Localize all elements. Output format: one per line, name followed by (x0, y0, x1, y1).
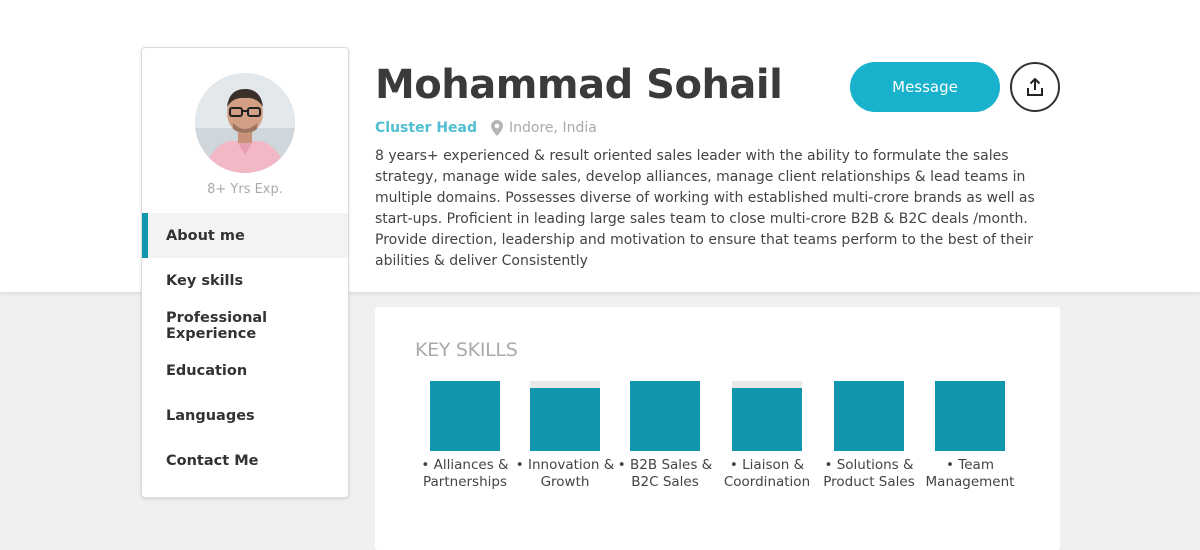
nav-item-education[interactable] (142, 348, 348, 393)
share-upload-icon (1025, 77, 1045, 97)
nav-item-languages[interactable] (142, 393, 348, 438)
skill-label: • Alliances & Partnerships (421, 457, 509, 490)
skill-level-fill (630, 381, 700, 451)
skill-item (818, 381, 920, 491)
profile-sidebar (141, 47, 349, 498)
profile-name: Mohammad Sohail (375, 62, 783, 108)
share-button[interactable] (1010, 62, 1060, 112)
skill-item (716, 381, 818, 491)
nav-item-contact-me[interactable] (142, 438, 348, 483)
skill-item (514, 381, 616, 491)
map-pin-icon (491, 120, 503, 136)
profile-nav (142, 213, 348, 483)
message-button[interactable]: Message (850, 62, 1000, 112)
nav-item-about-me[interactable] (142, 213, 348, 258)
nav-item-label: Key skills (166, 272, 244, 289)
nav-item-label: Professional Experience (166, 309, 268, 342)
skill-label: • Solutions & Product Sales (823, 457, 915, 490)
skill-label: • Liaison & Coordination (723, 457, 811, 490)
nav-item-label: About me (166, 227, 245, 244)
nav-item-label: Contact Me (166, 452, 259, 469)
profile-meta (375, 120, 597, 136)
avatar (195, 73, 295, 173)
key-skills-card (375, 307, 1060, 550)
skill-label: • Innovation & Growth (515, 457, 615, 490)
skill-level-fill (732, 388, 802, 451)
skill-item (614, 381, 716, 491)
profile-location: Indore, India (509, 120, 597, 136)
skill-level-box (430, 381, 500, 451)
nav-item-key-skills[interactable] (142, 258, 348, 303)
skill-level-fill (530, 388, 600, 451)
skill-level-box (630, 381, 700, 451)
skill-item (919, 381, 1021, 491)
skill-level-box (732, 381, 802, 451)
skill-level-box (530, 381, 600, 451)
nav-item-label: Languages (166, 407, 255, 424)
skill-level-fill (935, 381, 1005, 451)
skill-level-box (935, 381, 1005, 451)
skill-level-box (834, 381, 904, 451)
key-skills-title: KEY SKILLS (415, 339, 518, 361)
experience-label: 8+ Yrs Exp. (207, 182, 283, 197)
profile-role: Cluster Head (375, 120, 478, 136)
profile-bio: 8 years+ experienced & result oriented sales leader with the ability to formulate the sales strategy, manage wide sales, develop alliances, manage client relationships & lead teams in multiple domains. Possesses diverse of working with established multi-crore brands as well as start-ups. Proficient in leading large sales team to close multi-crore B2B & B2C deals /month. Provide direction, leadership and motivation to ensure that teams perform to the best of their abilities & deliver Consistently (375, 148, 1035, 269)
nav-item-label: Education (166, 362, 248, 379)
nav-item-professional-experience[interactable] (142, 303, 348, 348)
skill-level-fill (430, 381, 500, 451)
skill-level-fill (834, 381, 904, 451)
skill-item (414, 381, 516, 491)
skill-label: • Team Management (925, 457, 1015, 490)
skill-label: • B2B Sales & B2C Sales (617, 457, 713, 490)
